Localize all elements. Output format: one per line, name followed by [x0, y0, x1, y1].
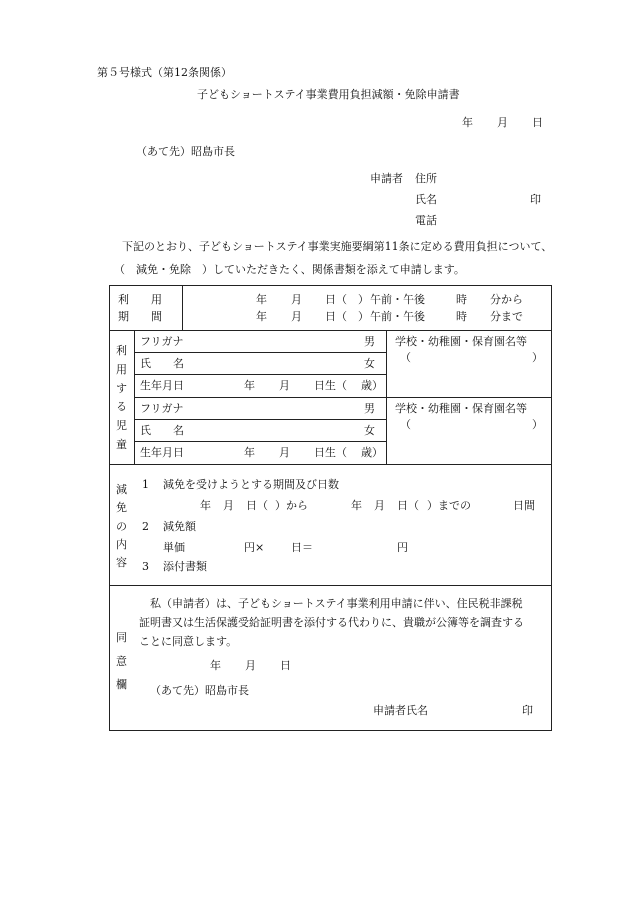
child2-dob-month: 月	[279, 446, 290, 459]
reduction-to-year: 年	[351, 499, 362, 512]
reduction-item3-label: 添付書類	[163, 560, 207, 573]
child2-school-paren-close: ）	[532, 418, 543, 431]
child1-male: 男	[364, 335, 375, 348]
reduction-yen-times: 円×	[244, 541, 265, 554]
header-date-year: 年	[462, 116, 473, 129]
period-to-hour: 時	[456, 310, 467, 323]
child1-dob-label: 生年月日	[140, 379, 184, 392]
consent-label-char: 同	[116, 631, 127, 644]
header-date-day: 日	[532, 116, 543, 129]
period-to-weekday: ）	[358, 310, 369, 323]
reduction-yen: 円	[397, 541, 408, 554]
child1-furigana-label: フリガナ	[140, 335, 184, 348]
applicant-phone-label: 電話	[415, 214, 437, 227]
child2-row-line-2	[134, 441, 386, 442]
period-from-weekday: ）	[358, 293, 369, 306]
reduction-from-suffix: ）から	[275, 499, 308, 512]
reduction-unit-price-label: 単価	[163, 541, 185, 554]
period-from-month: 月	[291, 293, 302, 306]
period-to-month: 月	[291, 310, 302, 323]
reduction-label-char: 減	[116, 483, 127, 496]
child1-dob-year: 年	[244, 379, 255, 392]
intro-line-2: （ 減免・免除 ）していただきたく、関係書類を添えて申請します。	[114, 263, 465, 276]
reduction-item1-number: 1	[142, 478, 149, 491]
child2-row-line-1	[134, 419, 386, 420]
child1-dob-month: 月	[279, 379, 290, 392]
children-label-char: 児	[116, 419, 127, 433]
child2-dob-day: 日生（	[314, 446, 347, 459]
child2-dob-label: 生年月日	[140, 446, 184, 459]
reduction-item3-number: 3	[142, 560, 149, 573]
addressee: （あて先）昭島市長	[136, 145, 235, 158]
period-to-ampm: 午前・午後	[370, 310, 425, 323]
children-label-char: る	[116, 400, 127, 414]
child2-school-paren-open: （	[400, 418, 411, 431]
period-from-minute: 分から	[490, 293, 523, 306]
child1-dob-day: 日生（	[314, 379, 347, 392]
reduction-days: 日間	[513, 499, 535, 512]
reduction-section-label	[113, 484, 130, 568]
child1-school-paren-close: ）	[532, 351, 543, 364]
child1-school-paren-open: （	[400, 351, 411, 364]
form-title: 子どもショートステイ事業費用負担減額・免除申請書	[197, 88, 460, 101]
consent-date-month: 月	[245, 659, 256, 672]
consent-addressee: （あて先）昭島市長	[150, 684, 249, 697]
period-to-year: 年	[256, 310, 267, 323]
child1-dob-age: 歳）	[361, 379, 383, 392]
children-label-char: 童	[116, 437, 127, 451]
reduction-from-day: 日（	[246, 499, 268, 512]
consent-applicant-name-label: 申請者氏名	[373, 704, 428, 717]
reduction-days-equals: 日＝	[291, 541, 313, 554]
child1-row-line-2	[134, 374, 386, 375]
child1-row-line-1	[134, 352, 386, 353]
period-label-top: 利 用	[118, 293, 162, 306]
consent-seal: 印	[522, 704, 533, 717]
period-from-ampm: 午前・午後	[370, 293, 425, 306]
reduction-label-char: 容	[116, 556, 127, 569]
applicant-label: 申請者	[370, 172, 403, 185]
consent-label-char: 欄	[116, 678, 127, 691]
reduction-item1-label: 減免を受けようとする期間及び日数	[163, 478, 339, 491]
children-label-char: 用	[116, 362, 127, 376]
divider-period	[109, 330, 552, 331]
consent-label-char: 意	[116, 654, 127, 668]
reduction-label-char: 免	[116, 501, 127, 515]
period-to-day: 日（	[325, 310, 347, 323]
child1-female: 女	[364, 357, 375, 370]
period-from-day: 日（	[325, 293, 347, 306]
period-label-bottom: 期 間	[118, 310, 162, 323]
consent-date-day: 日	[280, 659, 291, 672]
child2-name-label: 氏 名	[140, 424, 184, 437]
reduction-item2-label: 減免額	[163, 520, 196, 533]
header-date-month: 月	[497, 116, 508, 129]
applicant-address-label: 住所	[415, 172, 437, 185]
reduction-from-year: 年	[200, 499, 211, 512]
consent-text-line-2: 証明書又は生活保護受給証明書を添付する代わりに、貴職が公簿等を調査する	[139, 616, 524, 629]
children-separator	[134, 397, 552, 398]
period-from-hour: 時	[456, 293, 467, 306]
reduction-from-month: 月	[223, 499, 234, 512]
children-section-label	[113, 345, 130, 450]
applicant-name-label: 氏名	[415, 193, 437, 206]
consent-text-line-3: ことに同意します。	[139, 635, 238, 648]
child1-name-label: 氏 名	[140, 357, 184, 370]
reduction-label-char: の	[116, 519, 127, 533]
children-label-char: す	[116, 381, 127, 395]
child2-dob-age: 歳）	[361, 446, 383, 459]
reduction-to-suffix: ）までの	[427, 499, 471, 512]
period-from-year: 年	[256, 293, 267, 306]
period-to-minute: 分まで	[490, 310, 523, 323]
reduction-to-month: 月	[374, 499, 385, 512]
consent-section-label	[113, 632, 130, 690]
divider-children	[109, 464, 552, 465]
reduction-item2-number: 2	[142, 520, 149, 533]
child1-school-label: 学校・幼稚園・保育園名等	[395, 335, 527, 348]
child2-furigana-label: フリガナ	[140, 402, 184, 415]
intro-line-1: 下記のとおり、子どもショートステイ事業実施要綱第11条に定める費用負担について、	[122, 240, 553, 253]
form-number: 第５号様式（第12条関係）	[97, 66, 232, 79]
divider-reduction	[109, 585, 552, 586]
period-column-divider	[182, 285, 183, 330]
children-label-char: 利	[116, 344, 127, 357]
child2-dob-year: 年	[244, 446, 255, 459]
reduction-to-day: 日（	[397, 499, 419, 512]
child2-school-label: 学校・幼稚園・保育園名等	[395, 402, 527, 415]
child2-male: 男	[364, 402, 375, 415]
consent-date-year: 年	[210, 659, 221, 672]
child2-female: 女	[364, 424, 375, 437]
consent-text-line-1: 私（申請者）は、子どもショートステイ事業利用申請に伴い、住民税非課税	[150, 597, 523, 610]
applicant-seal: 印	[530, 193, 541, 206]
reduction-label-char: 内	[116, 537, 127, 551]
